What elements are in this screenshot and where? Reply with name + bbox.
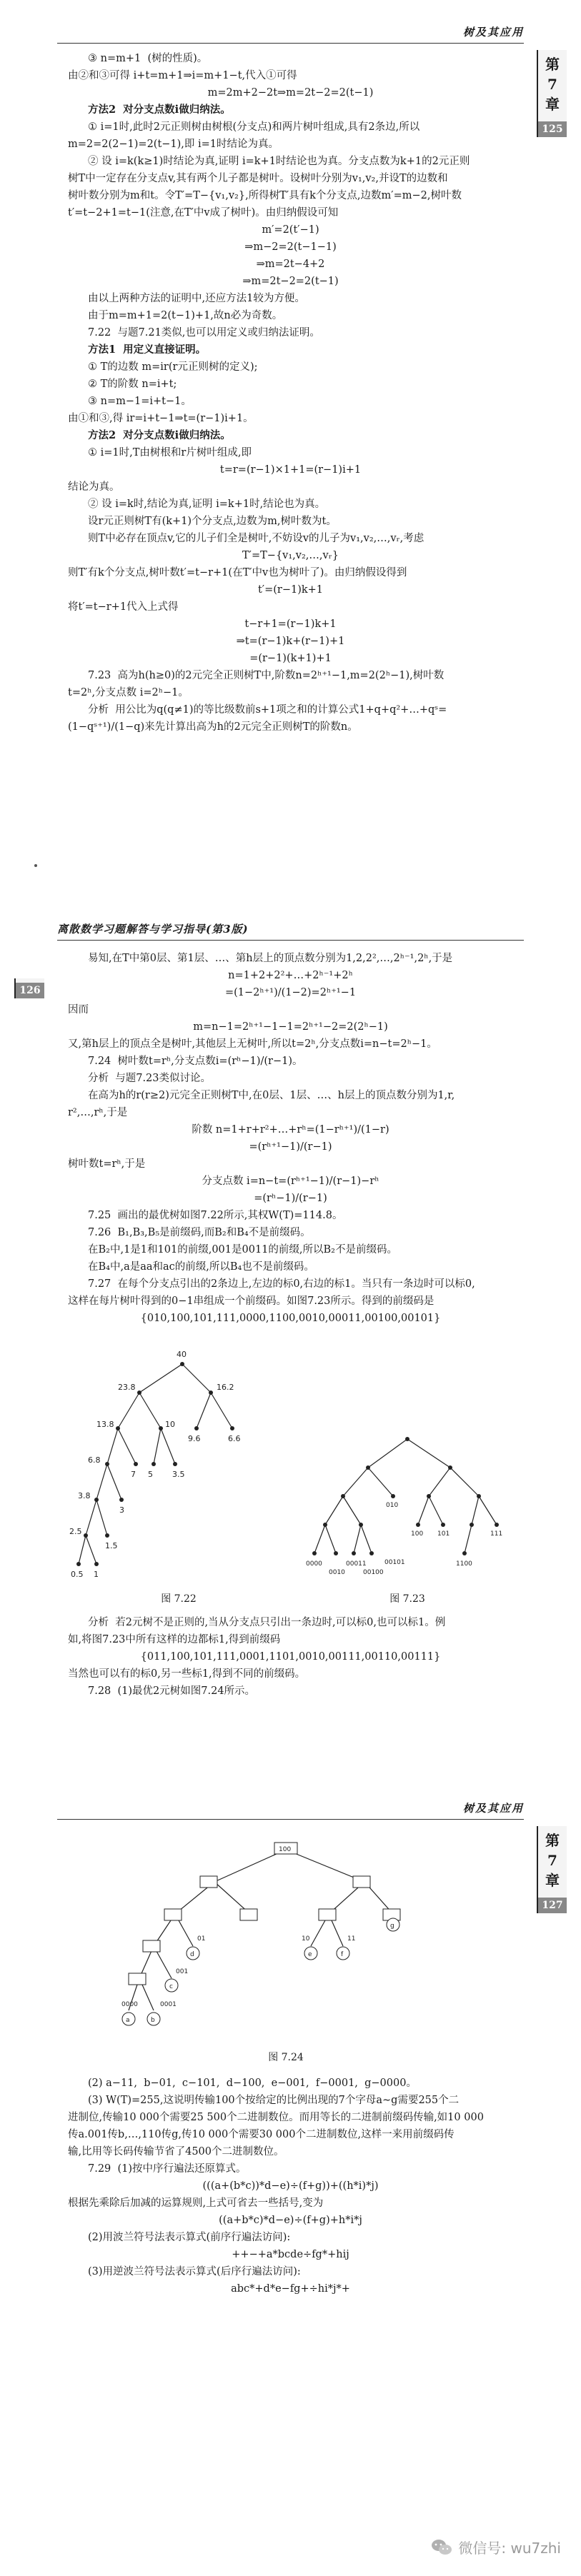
formula: n=1+2+2²+…+2ʰ⁻¹+2ʰ	[228, 970, 353, 981]
chapter-tab: 第 7 章 125	[537, 50, 567, 137]
text-line: 树T中一定存在分支点v,其有两个儿子都是树叶。设树叶分别为v₁,v₂,并设T的边数和	[68, 173, 448, 184]
text-line: 方法2 对分支点数i做归纳法。	[88, 104, 231, 116]
leaf-f: f	[341, 1951, 344, 1958]
page-3	[0, 1775, 581, 2576]
node-label: 6.6	[228, 1434, 241, 1443]
page-tab	[14, 978, 44, 998]
text-line: 在B₄中,a是aa和ac的前缀,所以B₄也不是前缀码。	[88, 1261, 314, 1273]
figure-7-23	[300, 1428, 515, 1585]
page-number: 125	[538, 121, 567, 137]
formula: ((a+b*c)*d−e)÷(f+g)+h*i*j	[219, 2215, 362, 2226]
text-line: (2) a−11, b−01, c−101, d−100, e−001, f−0001, g−0000。	[88, 2078, 417, 2089]
figure-7-24	[107, 1832, 465, 2039]
header-rule	[57, 940, 524, 941]
leaf-d: d	[190, 1951, 194, 1958]
text-line: 又,第h层上的顶点全是树叶,其他层上无树叶,所以t=2ʰ,分支点数i=n−t=2ʰ−1。	[68, 1038, 437, 1050]
leaf-code: 0000	[306, 1560, 322, 1568]
formula: ⇒t=(r−1)k+(r−1)+1	[236, 636, 345, 647]
formula: =(1−2ʰ⁺¹)/(1−2)=2ʰ⁺¹−1	[224, 987, 357, 998]
node-label: 13.8	[96, 1420, 114, 1429]
text-line: 由于m=m+1=2(t−1)+1,故n必为奇数。	[88, 310, 283, 321]
text-line: 在B₂中,1是1和101的前缀,001是0011的前缀,所以B₂不是前缀码。	[88, 1244, 397, 1256]
text-line: 由以上两种方法的证明中,还应方法1较为方便。	[88, 293, 305, 304]
page-3-body	[68, 2075, 513, 2297]
leaf-code: 0010	[329, 1569, 345, 1576]
text-line: 树叶数t=rʰ,于是	[68, 1158, 146, 1170]
formula: T′=T−{v₁,v₂,…,vᵣ}	[242, 550, 339, 561]
text-line: 输,比用等长码传输节省了4500个二进制数位。	[68, 2146, 284, 2157]
text-line: 由①和③,得 ir=i+t−1⇒t=(r−1)i+1。	[68, 413, 254, 424]
code-label: 001	[176, 1968, 189, 1975]
text-line: ③ n=m−1=i+t−1。	[88, 396, 192, 407]
text-line: 7.29 (1)按中序行遍法还原算式。	[88, 2163, 247, 2175]
formula: {010,100,101,111,0000,1100,0010,00011,00100,00101}	[140, 1313, 441, 1324]
code-label: 10	[302, 1935, 310, 1943]
text-line: ② T的阶数 n=i+t;	[88, 379, 177, 390]
figure-7-24-caption: 图 7.24	[268, 2052, 304, 2063]
page-2-body-continued	[68, 1614, 513, 1700]
code-label: 11	[347, 1935, 356, 1943]
text-line: 如,将图7.23中所有这样的边都标1,得到前缀码	[68, 1634, 281, 1645]
text-line: 7.26 B₁,B₃,B₅是前缀码,而B₂和B₄不是前缀码。	[88, 1227, 311, 1238]
formula: =(rʰ−1)/(r−1)	[254, 1193, 327, 1204]
text-line: (3) W(T)=255,这说明传输100个按给定的比例出现的7个字母a∼g需要255个二	[88, 2095, 460, 2106]
running-header: 树及其应用	[462, 1802, 524, 1815]
running-header: 离散数学习题解答与学习指导(第3版)	[57, 923, 249, 936]
text-line: 因而	[68, 1004, 89, 1016]
leaf-code: 00101	[384, 1559, 405, 1566]
node-label: 5	[148, 1470, 153, 1479]
text-line: 则T中必存在顶点v,它的儿子们全是树叶,不妨设v的儿子为v₁,v₂,…,vᵣ,考虑	[88, 533, 424, 544]
formula: =(rʰ⁺¹−1)/(r−1)	[249, 1141, 332, 1153]
node-label: 3	[119, 1505, 124, 1515]
node-label: 9.6	[188, 1434, 201, 1443]
formula: (((a+(b*c))*d−e)÷(f+g))+((h*i)*j)	[202, 2180, 379, 2192]
leaf-code: 010	[386, 1502, 399, 1509]
leaf-a: a	[126, 2017, 130, 2024]
text-line: 7.28 (1)最优2元树如图7.24所示。	[88, 1685, 256, 1697]
header-rule	[57, 1819, 524, 1820]
text-line: 方法1 用定义直接证明。	[88, 344, 207, 356]
page-1-body	[68, 50, 513, 736]
text-line: 则T′有k个分支点,树叶数t′=t−r+1(在T′中v也为树叶了)。由归纳假设得到	[68, 567, 407, 578]
formula: 阶数 n=1+r+r²+…+rʰ=(1−rʰ⁺¹)/(1−r)	[192, 1124, 389, 1136]
text-line: 将t′=t−r+1代入上式得	[68, 601, 179, 613]
text-line: 当然也可以有的标0,另一些标1,得到不同的前缀码。	[68, 1668, 306, 1680]
leaf-code: 111	[490, 1530, 503, 1538]
code-label: 0000	[121, 2001, 138, 2008]
node-label: 3.8	[78, 1491, 91, 1500]
text-line: 易知,在T中第0层、第1层、…、第h层上的顶点数分别为1,2,2²,…,2ʰ⁻¹,2ʰ,于是	[88, 953, 453, 964]
formula: ++−+a*bcde÷fg*+hij	[232, 2249, 349, 2260]
text-line: r²,…,rʰ,于是	[68, 1107, 128, 1118]
leaf-e: e	[308, 1951, 312, 1958]
leaf-code: 100	[411, 1530, 424, 1538]
leaf-code: 00011	[346, 1560, 367, 1568]
text-line: 树叶数分别为m和t。令T′=T−{v₁,v₂},所得树T′具有k个分支点,边数m′=m−2,树叶数	[68, 190, 462, 201]
node-label: 7	[131, 1470, 136, 1479]
formula: abc*+d*e−fg+÷hi*j*+	[231, 2283, 350, 2295]
figure-7-23-caption: 图 7.23	[389, 1593, 425, 1605]
text-line: 7.23 高为h(h≥0)的2元完全正则树T中,阶数n=2ʰ⁺¹−1,m=2(2ʰ−1),树叶数	[88, 670, 445, 681]
node-label: 16.2	[217, 1383, 234, 1392]
leaf-g: g	[390, 1923, 394, 1930]
text-line: 在高为h的r(r≥2)元完全正则树T中,在0层、1层、…、h层上的顶点数分别为1,r,	[88, 1090, 455, 1101]
wechat-icon	[431, 2538, 452, 2557]
text-line: (2)用波兰符号法表示算式(前序行遍法访问):	[88, 2232, 291, 2243]
node-label: 23.8	[118, 1383, 136, 1392]
figure-7-22-caption: 图 7.22	[161, 1593, 197, 1605]
page-number: 126	[16, 983, 44, 998]
node-label: 40	[177, 1350, 187, 1359]
leaf-b: b	[151, 2017, 155, 2024]
root-weight: 100	[279, 1846, 292, 1853]
text-line: 方法2 对分支点数i做归纳法。	[88, 429, 231, 441]
formula: t−r+1=(r−1)k+1	[244, 618, 337, 630]
text-line: 7.27 在每个分支点引出的2条边上,左边的标0,右边的标1。当只有一条边时可以标0,	[88, 1278, 475, 1290]
formula: {011,100,101,111,0001,1101,0010,00111,00110,00111}	[140, 1651, 441, 1663]
page-2-body	[68, 950, 513, 1327]
formula: ⇒m−2=2(t−1−1)	[244, 241, 337, 253]
formula: =(r−1)(k+1)+1	[249, 653, 332, 664]
text-line: t′=t−2+1=t−1(注意,在T′中v成了树叶)。由归纳假设可知	[68, 207, 339, 219]
header-rule	[57, 43, 524, 44]
text-line: m=2=2(2−1)=2(t−1),即 i=1时结论为真。	[68, 139, 279, 150]
text-line: 7.24 树叶数t=rʰ,分支点数i=(rʰ−1)/(r−1)。	[88, 1056, 303, 1067]
node-label: 6.8	[88, 1455, 101, 1465]
formula: ⇒m=2t−2=2(t−1)	[242, 276, 339, 287]
leaf-code: 00100	[363, 1569, 384, 1576]
node-label: 10	[165, 1420, 175, 1429]
text-line: 分析 用公比为q(q≠1)的等比级数前s+1项之和的计算公式1+q+q²+…+qˢ=	[88, 704, 447, 716]
text-line: (3)用逆波兰符号法表示算式(后序行遍法访问):	[88, 2266, 301, 2277]
text-line: ① i=1时,T由树根和r片树叶组成,即	[88, 447, 252, 458]
formula: m=2m+2−2t⇒m=2t−2=2(t−1)	[207, 87, 374, 99]
leaf-code: 101	[437, 1530, 450, 1538]
leaf-code: 1100	[456, 1560, 472, 1568]
text-line: ① i=1时,此时2元正则树由树根(分支点)和两片树叶组成,具有2条边,所以	[88, 121, 420, 133]
text-line: 这样在每片树叶得到的0−1串组成一个前缀码。如图7.23所示。得到的前缀码是	[68, 1295, 434, 1307]
node-label: 2.5	[69, 1527, 82, 1536]
formula: t=r=(r−1)×1+1=(r−1)i+1	[219, 464, 362, 476]
leaf-c: c	[169, 1983, 173, 1990]
text-line: 分析 若2元树不是正则的,当从分支点只引出一条边时,可以标0,也可以标1。例	[88, 1617, 446, 1628]
stray-dot	[34, 864, 37, 867]
text-line: 传a.001传b,…,110传g,传10 000个需要30 000个二进制数位,这样一来用前缀码传	[68, 2129, 455, 2140]
node-label: 1	[94, 1570, 99, 1579]
text-line: ③ n=m+1 (树的性质)。	[88, 53, 208, 64]
text-line: 设r元正则树T有(k+1)个分支点,边数为m,树叶数为t。	[88, 516, 337, 527]
text-line: 根据先乘除后加减的运算规则,上式可省去一些括号,变为	[68, 2197, 324, 2209]
node-label: 0.5	[71, 1570, 84, 1579]
formula: t′=(r−1)k+1	[257, 584, 324, 596]
page-2	[0, 900, 581, 1775]
text-line: t=2ʰ,分支点数 i=2ʰ−1。	[68, 687, 189, 698]
page-1	[0, 0, 581, 900]
formula: 分支点数 i=n−t=(rʰ⁺¹−1)/(r−1)−rʰ	[202, 1176, 379, 1187]
code-label: 01	[197, 1935, 206, 1943]
text-line: 由②和③可得 i+t=m+1⇒i=m+1−t,代入①可得	[68, 70, 297, 81]
chapter-tab: 第 7 章 127	[537, 1826, 567, 1913]
text-line: 结论为真。	[68, 481, 120, 493]
text-line: 7.25 画出的最优树如图7.22所示,其权W(T)=114.8。	[88, 1210, 343, 1221]
code-label: 0001	[160, 2001, 177, 2008]
formula: ⇒m=2t−4+2	[256, 259, 325, 270]
text-line: 7.22 与题7.21类似,也可以用定义或归纳法证明。	[88, 327, 320, 339]
text-line: ② 设 i=k时,结论为真,证明 i=k+1时,结论也为真。	[88, 498, 326, 510]
text-line: ① T的边数 m=ir(r元正则树的定义);	[88, 361, 258, 373]
text-line: (1−qˢ⁺¹)/(1−q)来先计算出高为h的2元完全正则树T的阶数n。	[68, 721, 358, 733]
formula: m′=2(t′−1)	[262, 224, 319, 236]
text-line: 分析 与题7.23类似讨论。	[88, 1073, 212, 1084]
node-label: 3.5	[172, 1470, 185, 1479]
running-header: 树及其应用	[462, 26, 524, 39]
node-label: 1.5	[105, 1541, 118, 1550]
text-line: ② 设 i=k(k≥1)时结论为真,证明 i=k+1时结论也为真。分支点数为k+1的2元正则	[88, 156, 470, 167]
page-number: 127	[538, 1898, 567, 1913]
formula: m=n−1=2ʰ⁺¹−1−1=2ʰ⁺¹−2=2(2ʰ−1)	[193, 1021, 388, 1033]
text-line: 进制位,传输10 000个需要25 500个二进制数位。而用等长的二进制前缀码传输,如10 000	[68, 2112, 484, 2123]
figure-7-22	[68, 1343, 289, 1585]
wechat-watermark: 微信号: wu7zhi	[431, 2537, 561, 2557]
